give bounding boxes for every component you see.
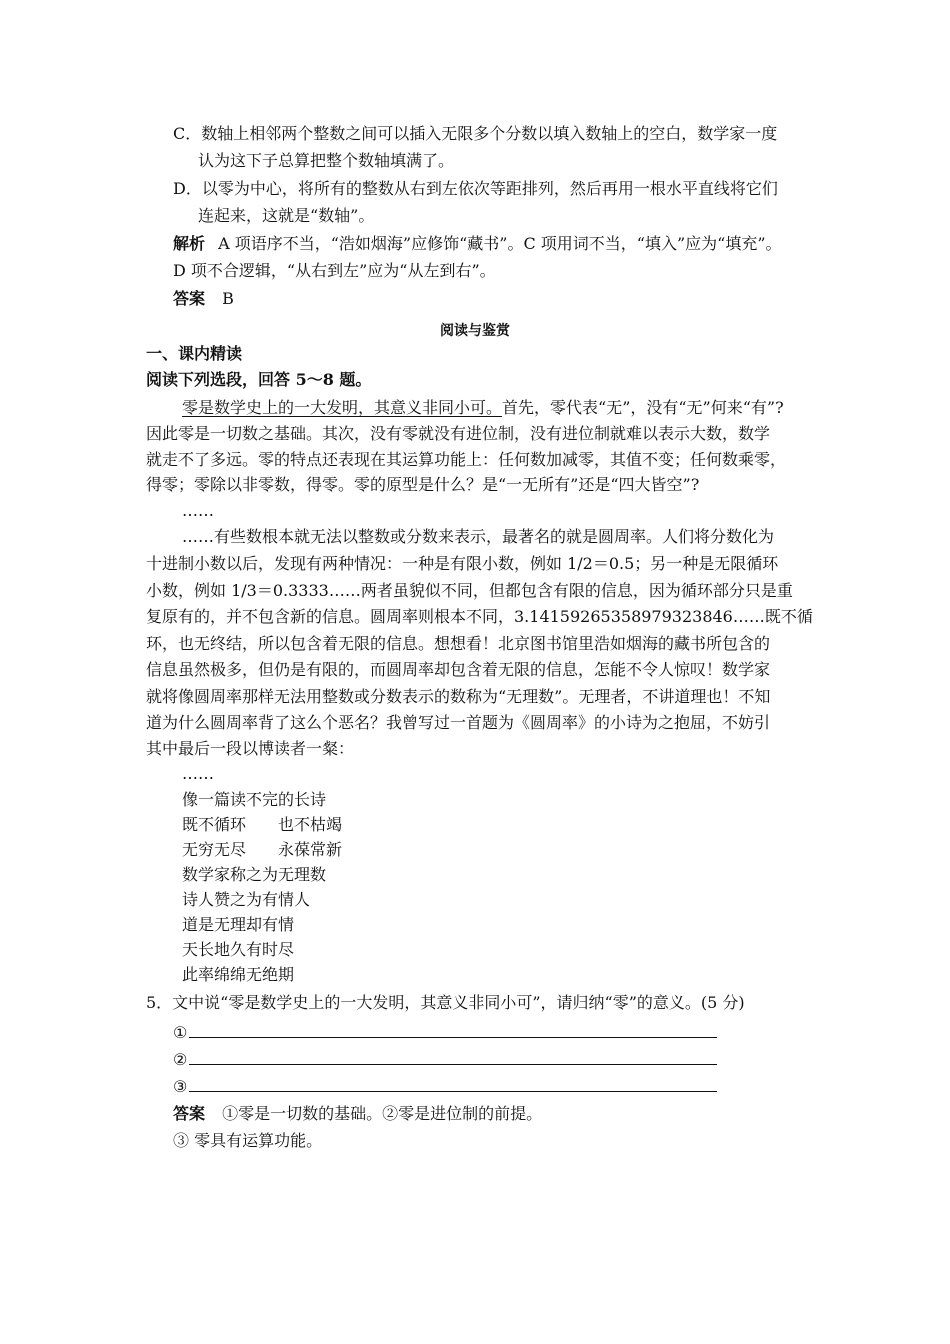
passage-p2-line4: 复原有的，并不包含新的信息。圆周率则根本不同，3.14159265358979323846……既不循: [146, 607, 813, 626]
answer1-label: 答案: [173, 289, 206, 308]
answer-blank-1[interactable]: [173, 1021, 717, 1044]
poem-line: 既不循环 也不枯竭: [182, 815, 343, 834]
analysis-line1: [173, 233, 782, 255]
poem-line: 数学家称之为无理数: [182, 865, 327, 884]
answer-blank-3[interactable]: [173, 1075, 717, 1098]
answer-blank-2[interactable]: [173, 1048, 717, 1071]
blank-line[interactable]: [189, 1048, 717, 1065]
instruction: 阅读下列选段，回答 5～8 题。: [146, 370, 372, 389]
answer5-label: 答案: [173, 1104, 206, 1123]
option-c-line2: 认为这下子总算把整个数轴填满了。: [198, 151, 455, 170]
poem-line: 像一篇读不完的长诗: [182, 790, 327, 809]
passage-p1-line4: 得零；零除以非零数，得零。零的原型是什么？是“一无所有”还是“四大皆空”?: [146, 475, 700, 494]
passage-p2-line5: 环，也无终结，所以包含着无限的信息。想想看！北京图书馆里浩如烟海的藏书所包含的: [146, 634, 771, 653]
passage-p1-line1: [182, 397, 784, 419]
blank-number: ③: [173, 1077, 188, 1096]
blank-line[interactable]: [189, 1075, 717, 1092]
passage-p2-line9: 其中最后一段以博读者一粲：: [146, 739, 355, 758]
answer5-text: ①零是一切数的基础。②零是进位制的前提。: [222, 1104, 543, 1123]
passage-p2-line2: 十进制小数以后，发现有两种情况：一种是有限小数，例如 1/2＝0.5；另一种是无限循环: [146, 554, 779, 573]
passage-p2-line3: 小数，例如 1/3＝0.3333……两者虽貌似不同，但都包含有限的信息，因为循环部分只是重: [146, 581, 793, 600]
poem-line: 天长地久有时尽: [182, 940, 295, 959]
passage-p1-line3: 就走不了多远。零的特点还表现在其运算功能上：任何数加减零，其值不变；任何数乘零，: [146, 450, 787, 469]
answer5-line1: [173, 1103, 542, 1125]
ellipsis-1: ……: [182, 501, 214, 520]
blank-number: ②: [173, 1050, 188, 1069]
poem-line: 无穷无尽 永葆常新: [182, 840, 343, 859]
passage-p1-line2: 因此零是一切数之基础。其次，没有零就没有进位制，没有进位制就难以表示大数，数学: [146, 424, 771, 443]
poem-line: 此率绵绵无绝期: [182, 965, 295, 984]
option-d-line2: 连起来，这就是“数轴”。: [198, 206, 375, 225]
answer5-line2: ③ 零具有运算功能。: [173, 1131, 323, 1150]
answer1-value: B: [222, 289, 234, 308]
analysis-text: A 项语序不当，“浩如烟海”应修饰“藏书”。C 项用词不当，“填入”应为“填充”。: [218, 234, 782, 253]
poem-line: 诗人赞之为有情人: [182, 890, 311, 909]
option-d-line1: D．以零为中心，将所有的整数从右到左依次等距排列，然后再用一根水平直线将它们: [173, 179, 778, 198]
blank-number: ①: [173, 1023, 188, 1042]
passage-p2-line1: ……有些数根本就无法以整数或分数来表示，最著名的就是圆周率。人们将分数化为: [182, 527, 775, 546]
underlined-sentence: 零是数学史上的一大发明，其意义非同小可。: [182, 398, 503, 417]
blank-line[interactable]: [189, 1021, 717, 1038]
passage-p2-line6: 信息虽然极多，但仍是有限的，而圆周率却包含着无限的信息，怎能不令人惊叹！数学家: [146, 660, 771, 679]
poem-line: 道是无理却有情: [182, 915, 295, 934]
analysis-label: 解析: [173, 234, 206, 253]
analysis-line2: D 项不合逻辑，“从右到左”应为“从左到右”。: [173, 261, 496, 280]
option-c-line1: C．数轴上相邻两个整数之间可以插入无限多个分数以填入数轴上的空白，数学家一度: [173, 124, 778, 143]
answer1: [173, 288, 234, 310]
section-title: 阅读与鉴赏: [440, 323, 510, 339]
passage-p2-line7: 就将像圆周率那样无法用整数或分数表示的数称为“无理数”。无理者，不讲道理也！不知: [146, 687, 771, 706]
passage-p1-rest: 首先，零代表“无”，没有“无”何来“有”?: [502, 398, 784, 417]
part-heading: 一、课内精读: [146, 344, 243, 363]
passage-p2-line8: 道为什么圆周率背了这么个恶名？我曾写过一首题为《圆周率》的小诗为之抱屈，不妨引: [146, 713, 771, 732]
question-5: 5．文中说“零是数学史上的一大发明，其意义非同小可”，请归纳“零”的意义。(5 分): [146, 993, 745, 1012]
ellipsis-2: ……: [182, 764, 214, 783]
